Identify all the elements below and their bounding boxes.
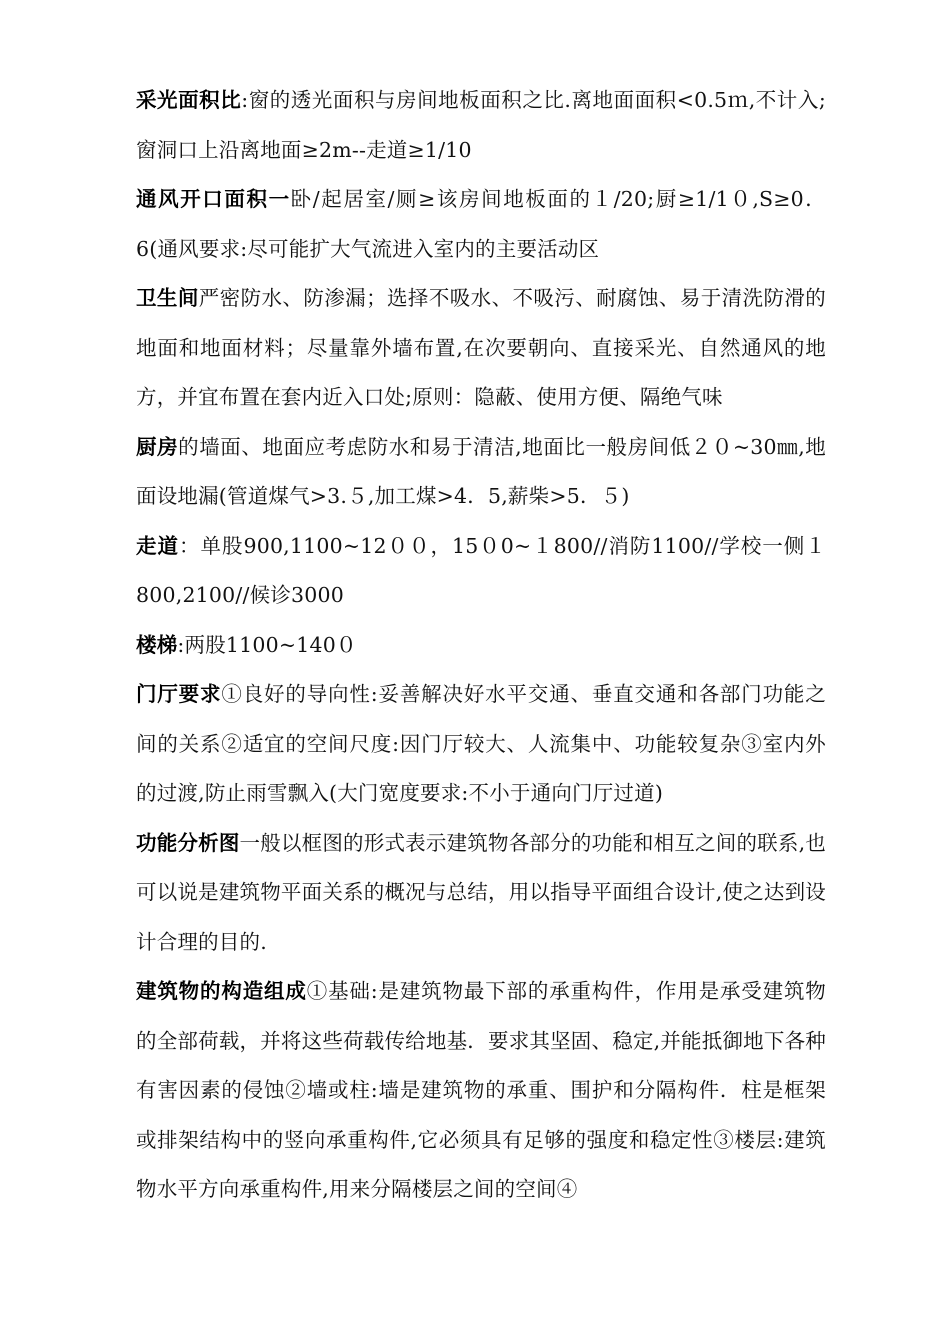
paragraph-function-diagram	[136, 819, 826, 968]
paragraph-text: 一般以框图的形式表示建筑物各部分的功能和相互之间的联系,也可以说是建筑物平面关系的概况与总结，用以指导平面组合设计,使之达到设计合理的目的.	[136, 830, 826, 954]
paragraph-building-composition	[136, 967, 826, 1215]
paragraph-corridor	[136, 522, 826, 621]
term-heading: 功能分析图	[136, 830, 240, 855]
paragraph-text: 的墙面、地面应考虑防水和易于清洁,地面比一般房间低２０~30㎜,地面设地漏(管道煤气>3.５,加工煤>4．5,薪柴>5．５)	[136, 434, 826, 508]
paragraph-text: 严密防水、防渗漏；选择不吸水、不吸污、耐腐蚀、易于清洗防滑的地面和地面材料；尽量靠外墙布置,在次要朝向、直接采光、自然通风的地方，并宜布置在套内近入口处;原则：隐蔽、使用方便、隔绝气味	[136, 286, 826, 409]
paragraph-text: ①基础:是建筑物最下部的承重构件，作用是承受建筑物的全部荷载，并将这些荷载传给地基．要求其坚固、稳定,并能抵御地下各种有害因素的侵蚀②墙或柱:墙是建筑物的承重、围护和分隔构件．柱是框架或排架结构中的竖向承重构件,它必须具有足够的强度和稳定性③楼层:建筑物水平方向承重构件,用来分隔楼层之间的空间④	[136, 979, 827, 1201]
term-heading: 走道	[136, 533, 179, 558]
paragraph-kitchen	[136, 423, 826, 522]
paragraph-text: :窗的透光面积与房间地板面积之比.离地面面积<0.5ｍ,不计入;窗洞口上沿离地面≥2m--走道≥1/10	[136, 88, 827, 162]
document-body	[136, 76, 826, 1215]
term-heading: 建筑物的构造组成	[136, 979, 307, 1003]
term-heading: 采光面积比	[136, 88, 242, 112]
paragraph-lobby	[136, 670, 826, 819]
paragraph-ventilation-area	[136, 175, 826, 274]
paragraph-stairs	[136, 621, 826, 671]
paragraph-bathroom	[136, 274, 826, 423]
term-heading: 厨房	[136, 434, 179, 459]
paragraph-lighting-ratio	[136, 76, 826, 175]
paragraph-text: ：单股900,1100~12００，15０0~１800//消防1100//学校一侧１800,2100//候诊3000	[136, 533, 826, 607]
paragraph-text: ①良好的导向性:妥善解决好水平交通、垂直交通和各部门功能之间的关系②适宜的空间尺度:因门厅较大、人流集中、功能较复杂③室内外的过渡,防止雨雪飘入(大门宽度要求:不小于通向门厅过道)	[136, 682, 826, 805]
term-heading: 门厅要求	[136, 682, 222, 706]
term-heading: 通风开口面积一	[136, 187, 291, 211]
paragraph-text: :两股1100~140０	[177, 632, 357, 657]
term-heading: 楼梯	[136, 632, 178, 657]
paragraph-text: 卧/起居室/厕≥该房间地板面的１/20;厨≥1/1０,S≥0．6(通风要求:尽可能扩大气流进入室内的主要活动区	[136, 187, 826, 261]
term-heading: 卫生间	[136, 286, 199, 310]
